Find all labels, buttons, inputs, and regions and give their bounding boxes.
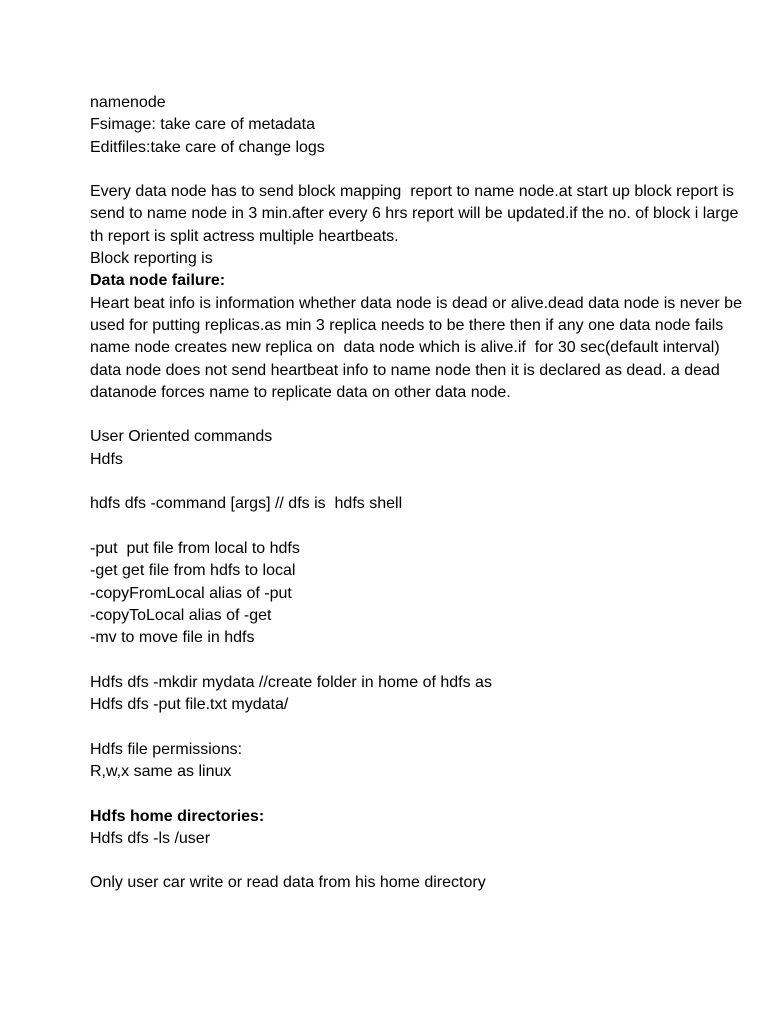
failure-line-5: datanode forces name to replicate data on other data node. [90,383,511,401]
block-report-line-3: th report is split actress multiple heartbeats. [90,227,399,245]
option-mv: -mv to move file in hdfs [90,629,255,647]
block-report-line-2: send to name node in 3 min.after every 6 hrs report will be updated.if the no. of block i large [90,205,739,223]
hdfs-label: Hdfs [90,450,123,468]
blank-line [90,159,760,181]
blank-line [90,783,760,805]
block-reporting-line: Block reporting is [90,250,213,268]
home-directory-note: Only user car write or read data from his home directory [90,874,486,892]
blank-line [90,404,760,426]
blank-line [90,716,760,738]
document-page [90,92,760,895]
block-report-line-1: Every data node has to send block mapping report to name node.at start up block report is [90,183,734,201]
text-line-editfiles: Editfiles:take care of change logs [90,138,325,156]
failure-line-2: used for putting replicas.as min 3 replica needs to be there then if any one data node fails [90,316,724,334]
file-permissions-label: Hdfs file permissions: [90,740,243,758]
user-oriented-commands: User Oriented commands [90,428,273,446]
blank-line [90,516,760,538]
failure-line-4: data node does not send heartbeat info to name node then it is declared as dead. a dead [90,361,720,379]
blank-line [90,649,760,671]
put-example: Hdfs dfs -put file.txt mydata/ [90,696,289,714]
failure-line-3: name node creates new replica on data node which is alive.if for 30 sec(default interval) [90,339,720,357]
option-copytolocal: -copyToLocal alias of -get [90,606,272,624]
text-line-namenode: namenode [90,94,166,111]
heading-home-directories: Hdfs home directories: [90,807,265,825]
mkdir-example: Hdfs dfs -mkdir mydata //create folder in home of hdfs as [90,673,492,691]
text-line-fsimage: Fsimage: take care of metadata [90,116,315,134]
command-syntax-line: hdfs dfs -command [args] // dfs is hdfs shell [90,495,403,513]
heading-data-node-failure: Data node failure: [90,272,226,290]
blank-line [90,850,760,872]
option-copyfromlocal: -copyFromLocal alias of -put [90,584,292,602]
ls-user-example: Hdfs dfs -ls /user [90,829,211,847]
blank-line [90,471,760,493]
option-put: -put put file from local to hdfs [90,539,300,557]
permissions-value: R,w,x same as linux [90,762,232,780]
failure-line-1: Heart beat info is information whether data node is dead or alive.dead data node is never be [90,294,742,312]
option-get: -get get file from hdfs to local [90,562,296,580]
